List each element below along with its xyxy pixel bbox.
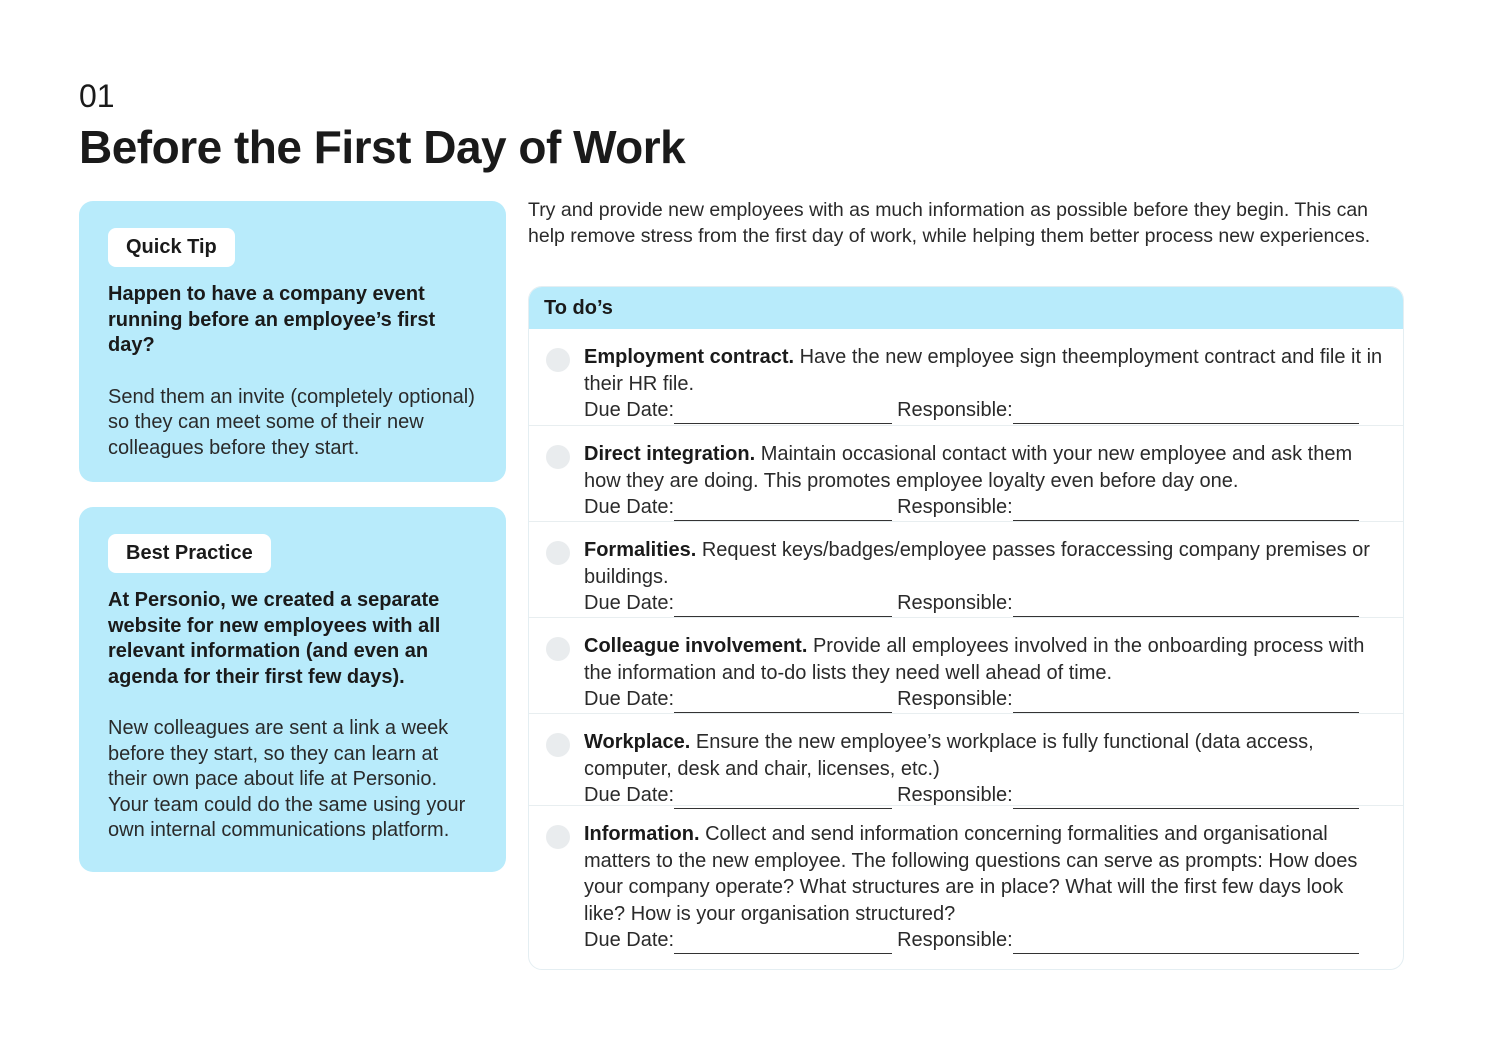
responsible-label: Responsible: <box>897 929 1013 951</box>
todo-panel <box>528 286 1404 970</box>
quick-tip-label: Quick Tip <box>108 228 235 267</box>
todo-title: Information. <box>584 823 700 845</box>
due-date-field[interactable] <box>674 596 892 617</box>
todo-title: Colleague involvement. <box>584 635 808 657</box>
best-practice-body: New colleagues are sent a link a week before they start, so they can learn at their own pace about life at Personio. Your team could do the same using your own internal communications platform. <box>108 717 466 841</box>
checkbox[interactable] <box>546 445 570 469</box>
responsible-field[interactable] <box>1013 596 1359 617</box>
todo-header: To do’s <box>529 287 1403 329</box>
best-practice-label: Best Practice <box>108 534 271 573</box>
responsible-field[interactable] <box>1013 500 1359 521</box>
checkbox[interactable] <box>546 825 570 849</box>
todo-description <box>584 537 1383 590</box>
todo-item <box>529 617 1403 713</box>
todo-text: Maintain occasional contact with your new employee and ask them how they are doing. This promotes employee loyalty even before day one. <box>584 443 1353 492</box>
todo-item <box>529 521 1403 617</box>
todo-fields <box>584 494 1383 521</box>
todo-description <box>584 729 1383 782</box>
quick-tip-body: Send them an invite (completely optional) so they can meet some of their new colleagues before they start. <box>108 385 475 459</box>
todo-title: Formalities. <box>584 539 697 561</box>
page-title: Before the First Day of Work <box>79 121 686 173</box>
todo-list <box>529 329 1403 960</box>
responsible-label: Responsible: <box>897 592 1013 614</box>
checkbox[interactable] <box>546 637 570 661</box>
checkbox[interactable] <box>546 348 570 372</box>
todo-fields <box>584 590 1383 617</box>
best-practice-heading: At Personio, we created a separate website for new employees with all relevant information (and even an agenda for their first few days). <box>108 589 441 688</box>
todo-fields <box>584 927 1383 954</box>
todo-description <box>584 344 1383 397</box>
due-date-field[interactable] <box>674 403 892 424</box>
due-date-label: Due Date: <box>584 399 675 421</box>
responsible-field[interactable] <box>1013 403 1359 424</box>
todo-text: Ensure the new employee’s workplace is fully functional (data access, computer, desk and chair, licenses, etc.) <box>584 731 1314 780</box>
intro-paragraph: Try and provide new employees with as much information as possible before they begin. This can help remove stress from the first day of work, while helping them better process new experiences. <box>528 199 1371 247</box>
todo-item <box>529 713 1403 805</box>
due-date-label: Due Date: <box>584 592 675 614</box>
todo-item <box>529 329 1403 425</box>
due-date-label: Due Date: <box>584 784 675 806</box>
todo-item <box>529 805 1403 960</box>
due-date-field[interactable] <box>674 692 892 713</box>
todo-item <box>529 425 1403 521</box>
responsible-field[interactable] <box>1013 933 1359 954</box>
responsible-label: Responsible: <box>897 784 1013 806</box>
due-date-label: Due Date: <box>584 929 675 951</box>
checkbox[interactable] <box>546 733 570 757</box>
todo-text: Request keys/badges/employee passes foraccessing company premises or buildings. <box>584 539 1370 588</box>
due-date-label: Due Date: <box>584 688 675 710</box>
responsible-label: Responsible: <box>897 688 1013 710</box>
todo-description <box>584 821 1383 927</box>
responsible-label: Responsible: <box>897 399 1013 421</box>
due-date-field[interactable] <box>674 500 892 521</box>
best-practice-card <box>79 507 506 872</box>
todo-fields <box>584 397 1383 424</box>
responsible-label: Responsible: <box>897 496 1013 518</box>
todo-fields <box>584 686 1383 713</box>
quick-tip-heading: Happen to have a company event running before an employee’s first day? <box>108 283 436 356</box>
responsible-field[interactable] <box>1013 692 1359 713</box>
quick-tip-card <box>79 201 506 482</box>
checkbox[interactable] <box>546 541 570 565</box>
todo-text: Provide all employees involved in the onboarding process with the information and to-do lists they need well ahead of time. <box>584 635 1365 684</box>
todo-text: Collect and send information concerning formalities and organisational matters to the new employee. The following questions can serve as prompts: How does your company operate? What structures are in place? What will the first few days look like? How is your organisation structured? <box>584 823 1358 925</box>
todo-description <box>584 633 1383 686</box>
todo-title: Employment contract. <box>584 346 795 368</box>
todo-title: Direct integration. <box>584 443 756 465</box>
section-number: 01 <box>79 78 115 114</box>
todo-description <box>584 441 1383 494</box>
due-date-label: Due Date: <box>584 496 675 518</box>
todo-text: Have the new employee sign theemployment contract and file it in their HR file. <box>584 346 1383 395</box>
due-date-field[interactable] <box>674 933 892 954</box>
todo-title: Workplace. <box>584 731 691 753</box>
